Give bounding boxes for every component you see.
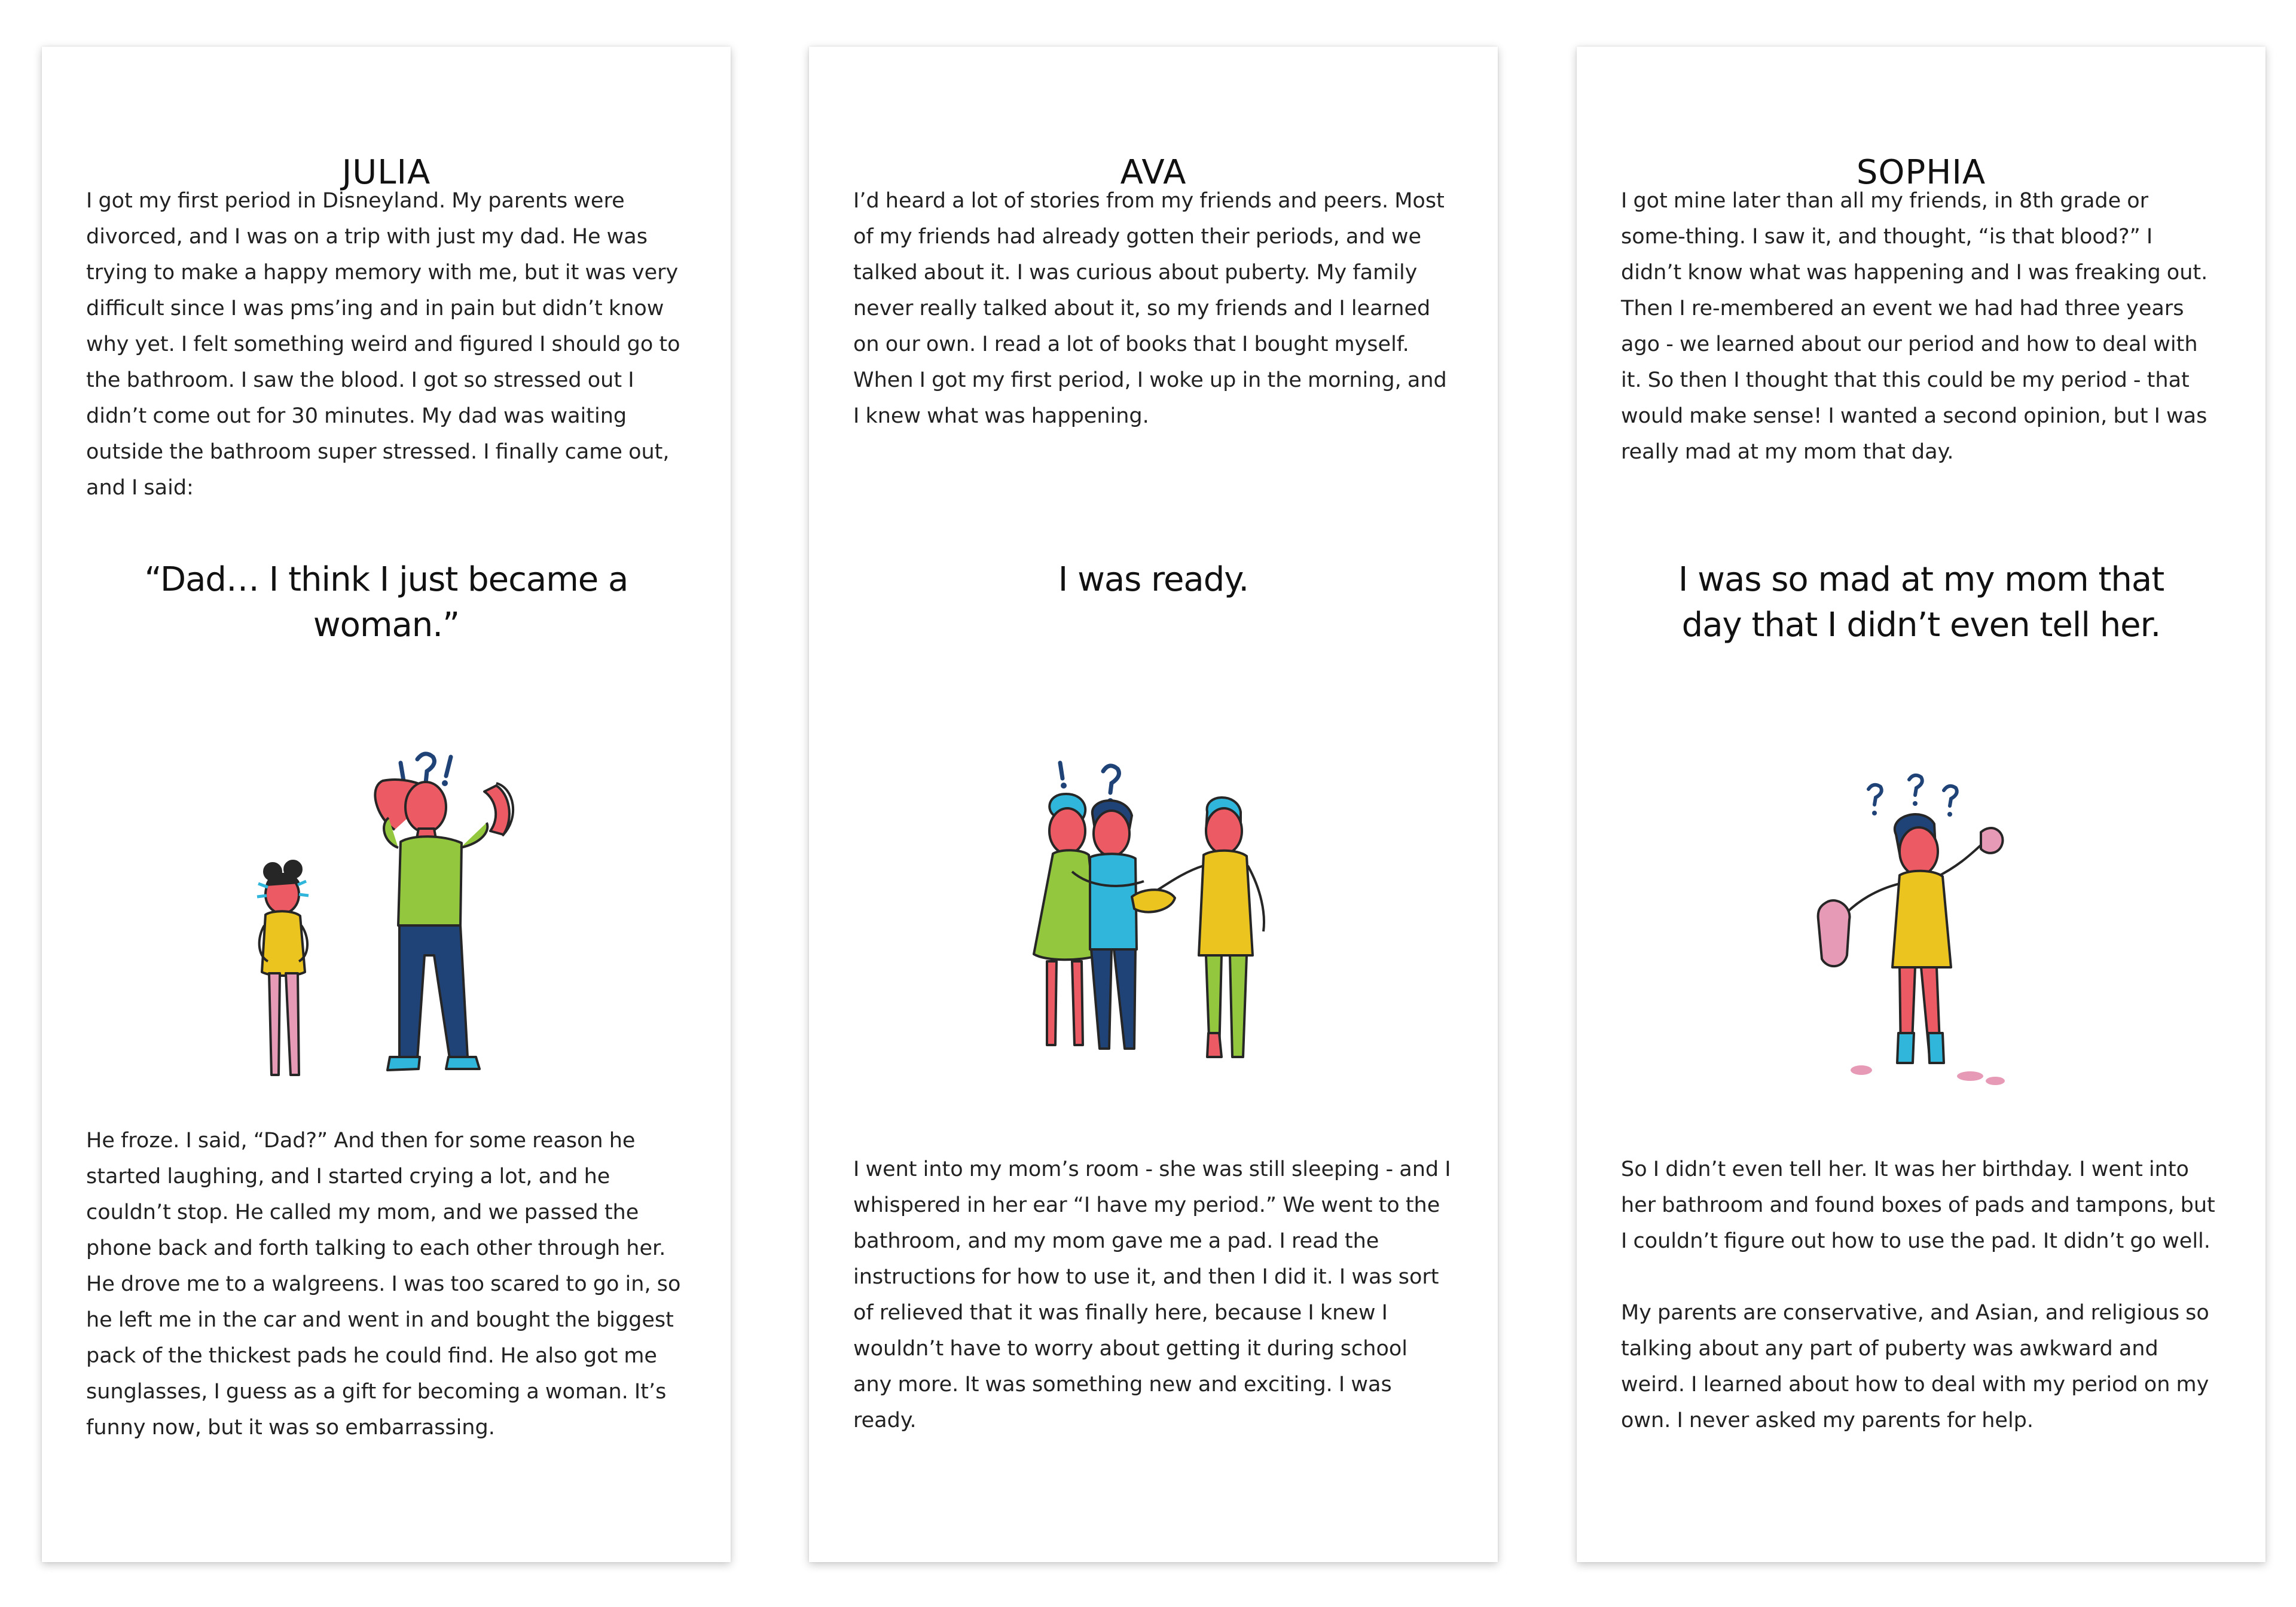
story-intro: I’d heard a lot of stories from my friends and peers. Most of my friends had already gotten their periods, and we talked about it. I was curious about puberty. My family never really talked about it, so my friends and I learned on our own. I read a lot of books that I bought myself. When I got my first period, I woke up in the morning, and I knew what was happening. — [853, 189, 1447, 428]
story-intro: I got mine later than all my friends, in 8th grade or some-thing. I saw it, and thought, “is that blood?” I didn’t know what was happening and I was freaking out. Then I re-membered an event we had had three years ago - we learned about our period and how to deal with it. So then I thought that this could be my period - that would make sense! I wanted a second opinion, but I was really mad at my mom that day. — [1621, 189, 2208, 464]
story-intro: I got my first period in Disneyland. My parents were divorced, and I was on a trip with just my dad. He was trying to make a happy memory with me, but it was very difficult since I was pms’ing and in pain but didn’t know why yet. I felt something weird and figured I should go to the bathroom. I saw the blood. I got so stressed out I didn’t come out for 30 minutes. My dad was waiting outside the bathroom super stressed. I finally came out, and I said: — [86, 189, 680, 500]
card-title: AVA — [1120, 153, 1187, 192]
story-outro: I went into my mom’s room - she was still sleeping - and I whispered in her ear “I have my period.” We went to the bathroom, and my mom gave me a pad. I read the instructions for how to use it, and then I did it. I was sort of relieved that it was finally here, because I knew I wouldn’t have to worry about getting it during school any more. It was something new and exciting. I was ready. — [853, 1157, 1451, 1432]
three-friends-illustration — [809, 674, 1498, 1141]
story-quote: I was ready. — [1058, 560, 1249, 599]
story-card-julia — [42, 47, 731, 1562]
card-title: JULIA — [341, 153, 431, 192]
confused-dad-and-crying-girl-illustration — [42, 674, 731, 1141]
story-quote: I was so mad at my mom that day that I didn’t even tell her. — [1678, 560, 2164, 644]
story-card-ava — [809, 47, 1498, 1562]
card-title: SOPHIA — [1856, 153, 1986, 192]
girl-holding-pad-and-tampon-illustration — [1577, 674, 2266, 1141]
story-outro: He froze. I said, “Dad?” And then for some reason he started laughing, and I started crying a lot, and he couldn’t stop. He called my mom, and we passed the phone back and forth talking to each other through her. He drove me to a walgreens. I was too scared to go in, so he left me in the car and went in and bought the biggest pack of the thickest pads he could find. He also got me sunglasses, I guess as a gift for becoming a woman. It’s funny now, but it was so embarrassing. — [86, 1129, 681, 1440]
story-outro-2: My parents are conservative, and Asian, and religious so talking about any part of puberty was awkward and weird. I learned about how to deal with my period on my own. I never asked my parents for help. — [1621, 1301, 2209, 1432]
story-card-sophia — [1577, 47, 2266, 1562]
story-quote: “Dad… I think I just became a woman.” — [144, 560, 628, 644]
story-outro: So I didn’t even tell her. It was her birthday. I went into her bathroom and found boxes of pads and tampons, but I couldn’t figure out how to use the pad. It didn’t go well. — [1621, 1157, 2215, 1253]
